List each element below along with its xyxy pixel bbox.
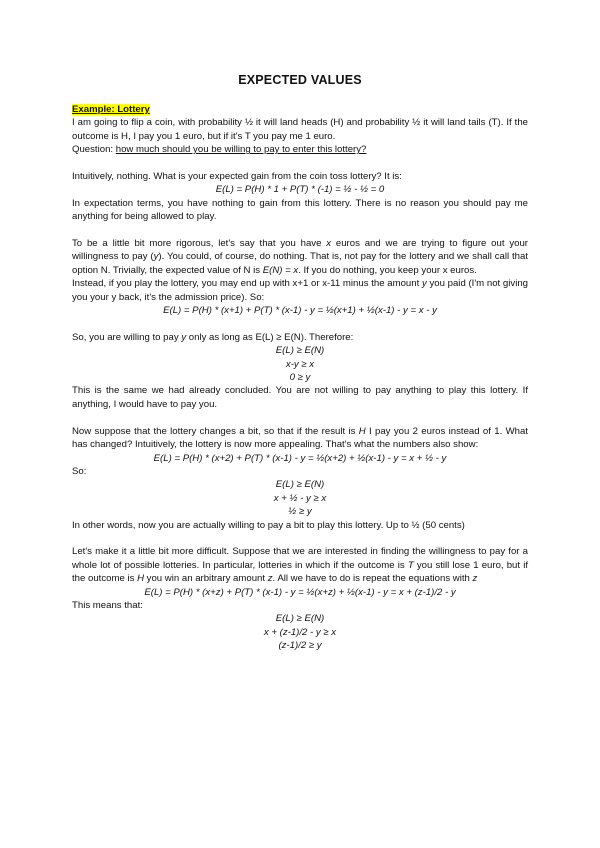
equation-4: E(L) = P(H) * (x+2) + P(T) * (x-1) - y = ½(x+2) + ½(x-1) - y = x + ½ - y: [153, 452, 447, 464]
paragraph-intuition: Intuitively, nothing. What is your expected gain from the coin toss lottery? It is:: [72, 171, 402, 183]
equation-7-line-2: x + (z-1)/2 - y ≥ x: [263, 626, 337, 638]
equation-7-line-3: (z-1)/2 ≥ y: [278, 640, 322, 652]
document-body: [72, 103, 528, 653]
paragraph-conclusion: This is the same we had already concluded. You are not willing to pay anything to play this lottery. If anything, I would have to pay you.: [72, 385, 528, 410]
equation-5-line-2: x + ½ - y ≥ x: [273, 492, 327, 504]
equation-7-line-1: E(L) ≥ E(N): [275, 613, 325, 625]
example-heading-line: [72, 103, 528, 116]
paragraph-this-means: This means that:: [72, 599, 143, 611]
paragraph-expectation: In expectation terms, you have nothing to gain from this lottery. There is no reason you should pay me anything for being allowed to play.: [72, 197, 528, 223]
paragraph-rigorous: To be a little bit more rigorous, let's say that you have x euros and we are trying to figure out your willingness to pay (y). You could, of course, do nothing. That is, not pay for the lottery and we shall call that option N. Trivially, the expected value of N is E(N) = x. If you do nothing, you keep your x euros.: [72, 238, 528, 276]
equation-6: E(L) = P(H) * (x+z) + P(T) * (x-1) - y = ½(x+z) + ½(x-1) - y = x + (z-1)/2 - y: [144, 586, 456, 598]
equation-3-line-2: x-y ≥ x: [285, 358, 315, 370]
question-label: Question:: [72, 144, 116, 156]
equation-5-line-1: E(L) ≥ E(N): [275, 479, 325, 491]
page-title: EXPECTED VALUES: [238, 73, 362, 87]
equation-5-line-3: ½ ≥ y: [288, 506, 312, 518]
question-line: [72, 143, 528, 156]
so-label: So:: [72, 465, 87, 477]
equation-3-line-1: E(L) ≥ E(N): [275, 345, 325, 357]
equation-1: E(L) = P(H) * 1 + P(T) * (-1) = ½ - ½ = 0: [215, 184, 385, 196]
paragraph-willing: So, you are willing to pay y only as long as E(L) ≥ E(N). Therefore:: [72, 331, 354, 343]
question-text: how much should you be willing to pay to enter this lottery?: [115, 144, 367, 156]
paragraph-lottery-change: Now suppose that the lottery changes a bit, so that if the result is H I pay you 2 euros instead of 1. What has changed? Intuitively, the lottery is now more appealing. That's what the numbers also show:: [72, 425, 528, 451]
paragraph-other-words: In other words, now you are actually willing to pay a bit to play this lottery. Up to ½ (50 cents): [72, 519, 465, 531]
paragraph-instead: Instead, if you play the lottery, you may end up with x+1 or x-11 minus the amount y you paid (I'm not giving you your y back, it's the admission price). So:: [72, 278, 528, 303]
paragraph-difficult: Let's make it a little bit more difficult. Suppose that we are interested in finding the willingness to pay for a whole lot of possible lotteries. In particular, lotteries in which if the outcome is T you still lose 1 euro, but if the outcome is H you win an arbitrary amount z. All we have to do is repeat the equations with z: [72, 546, 529, 585]
equation-3-line-3: 0 ≥ y: [289, 372, 311, 384]
example-heading: Example: Lottery: [72, 104, 150, 115]
paragraph-intro: I am going to flip a coin, with probability ½ it will land heads (H) and probability ½ it will land tails (T). If the outcome is H, I pay you 1 euro, but if it's T you pay me 1 euro.: [72, 117, 528, 142]
equation-2: E(L) = P(H) * (x+1) + P(T) * (x-1) - y = ½(x+1) + ½(x-1) - y = x - y: [163, 305, 437, 317]
